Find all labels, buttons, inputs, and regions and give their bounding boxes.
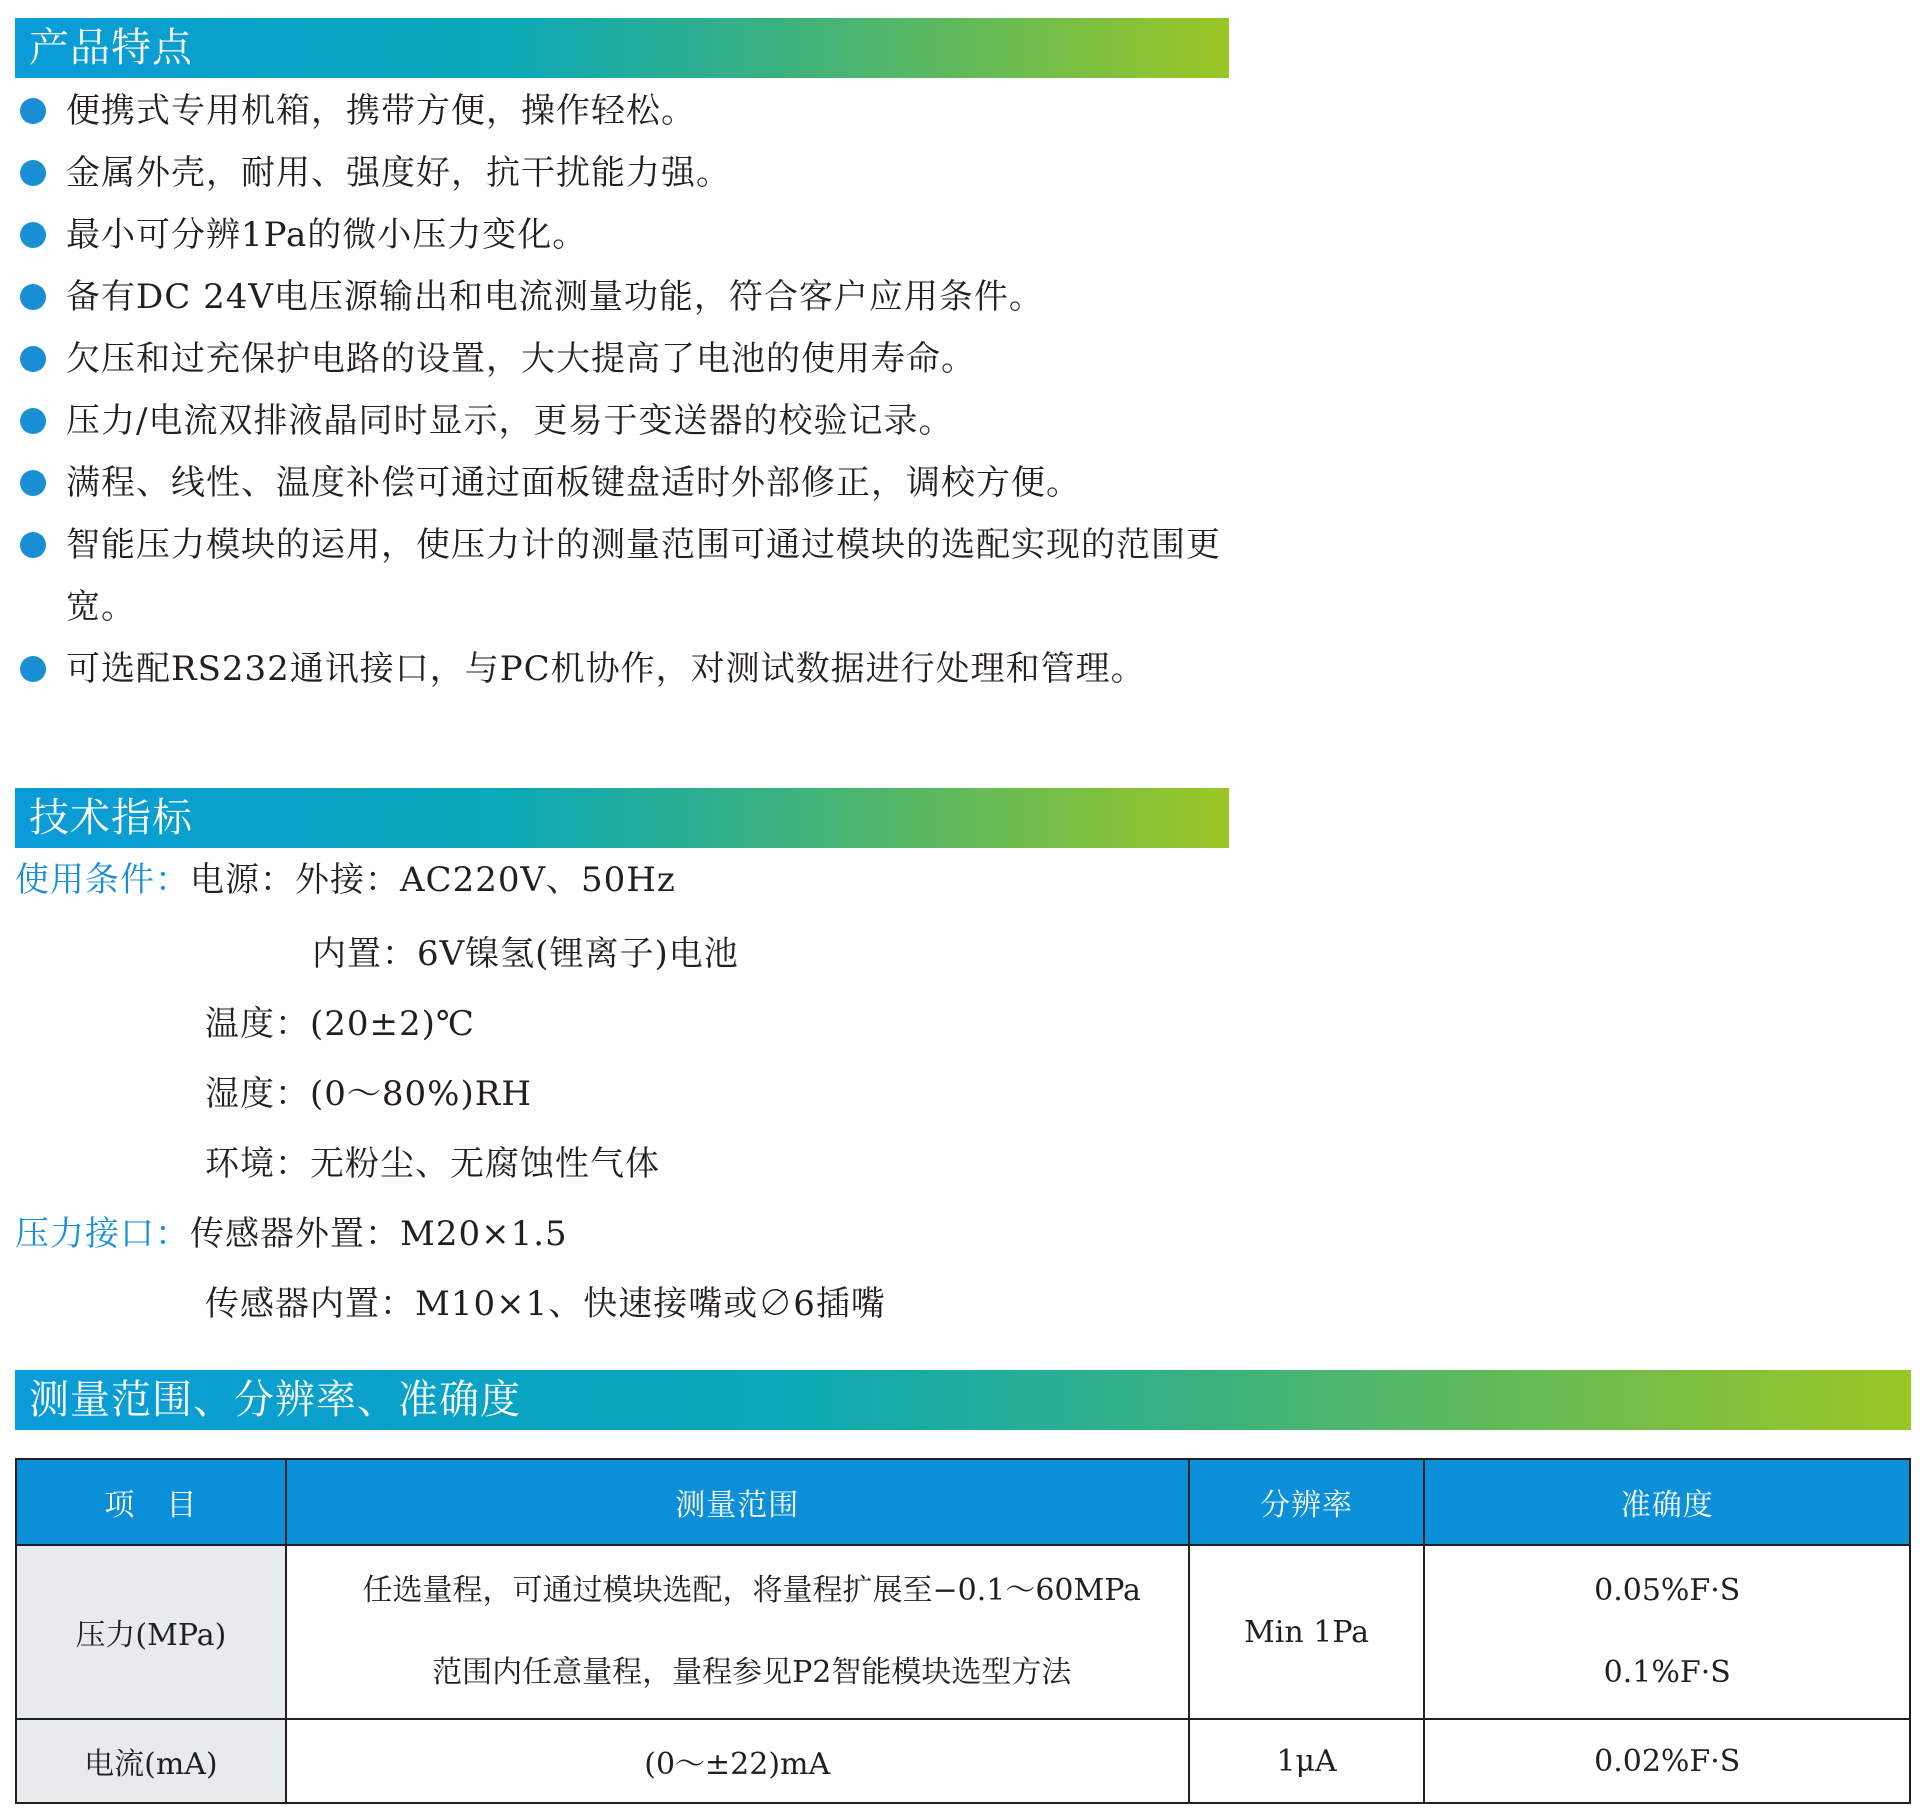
spec-label-interface: 压力接口： <box>15 1214 190 1254</box>
cell-resolution: Min 1Pa <box>1189 1545 1425 1719</box>
cell-item: 压力(MPa) <box>16 1545 286 1719</box>
header-resolution: 分辨率 <box>1189 1459 1425 1545</box>
spec-power-external: 电源：外接：AC220V、50Hz <box>190 860 676 900</box>
bullet-icon <box>20 408 46 434</box>
bullet-icon <box>20 98 46 124</box>
spec-power-internal: 内置：6V镍氢(锂离子)电池 <box>312 934 739 974</box>
cell-range: (0～±22)mA <box>286 1719 1189 1803</box>
list-item <box>18 142 1238 204</box>
feature-text: 备有DC 24V电压源输出和电流测量功能，符合客户应用条件。 <box>66 277 1044 317</box>
section-title-range: 测量范围、分辨率、准确度 <box>15 1370 1911 1430</box>
header-item: 项 目 <box>16 1459 286 1545</box>
accuracy-line: 0.05%F·S <box>1594 1573 1741 1608</box>
spec-label-usage: 使用条件： <box>15 860 190 900</box>
table-header-row <box>16 1459 1910 1545</box>
section-title-specs: 技术指标 <box>15 788 1229 848</box>
cell-accuracy <box>1424 1545 1910 1719</box>
spec-environment: 环境：无粉尘、无腐蚀性气体 <box>205 1144 660 1184</box>
spec-sensor-external: 传感器外置：M20×1.5 <box>190 1214 568 1254</box>
range-line: 范围内任意量程，量程参见P2智能模块选型方法 <box>432 1655 1072 1690</box>
feature-text: 金属外壳，耐用、强度好，抗干扰能力强。 <box>66 153 731 193</box>
bullet-icon <box>20 222 46 248</box>
spec-sensor-internal: 传感器内置：M10×1、快速接嘴或∅6插嘴 <box>205 1284 886 1324</box>
feature-text: 便携式专用机箱，携带方便，操作轻松。 <box>66 91 696 131</box>
bullet-icon <box>20 160 46 186</box>
list-item <box>18 514 1238 638</box>
header-range: 测量范围 <box>286 1459 1189 1545</box>
bullet-icon <box>20 284 46 310</box>
list-item <box>18 80 1238 142</box>
spec-sensor-external-row <box>15 1206 568 1255</box>
range-line: 任选量程，可通过模块选配，将量程扩展至−0.1～60MPa <box>362 1573 1141 1608</box>
bullet-icon <box>20 470 46 496</box>
list-item <box>18 390 1238 452</box>
table-row <box>16 1545 1910 1719</box>
cell-item: 电流(mA) <box>16 1719 286 1803</box>
spec-humidity: 湿度：(0～80%)RH <box>205 1074 532 1114</box>
bullet-icon <box>20 346 46 372</box>
bullet-icon <box>20 532 46 558</box>
bullet-icon <box>20 656 46 682</box>
header-accuracy: 准确度 <box>1424 1459 1910 1545</box>
cell-resolution: 1μA <box>1189 1719 1425 1803</box>
list-item <box>18 266 1238 328</box>
feature-text: 欠压和过充保护电路的设置，大大提高了电池的使用寿命。 <box>66 339 976 379</box>
feature-list <box>18 80 1238 700</box>
list-item <box>18 204 1238 266</box>
feature-text: 满程、线性、温度补偿可通过面板键盘适时外部修正，调校方便。 <box>66 463 1081 503</box>
spec-temperature: 温度：(20±2)℃ <box>205 1004 475 1044</box>
section-title-features: 产品特点 <box>15 18 1229 78</box>
feature-text: 压力/电流双排液晶同时显示，更易于变送器的校验记录。 <box>66 401 954 441</box>
feature-text: 智能压力模块的运用，使压力计的测量范围可通过模块的选配实现的范围更宽。 <box>66 525 1221 627</box>
list-item <box>18 452 1238 514</box>
cell-range <box>286 1545 1189 1719</box>
table-row <box>16 1719 1910 1803</box>
cell-accuracy: 0.02%F·S <box>1424 1719 1910 1803</box>
list-item <box>18 638 1238 700</box>
spec-power-external-row <box>15 852 676 901</box>
list-item <box>18 328 1238 390</box>
range-table <box>15 1458 1911 1804</box>
accuracy-line: 0.1%F·S <box>1603 1655 1731 1690</box>
feature-text: 可选配RS232通讯接口，与PC机协作，对测试数据进行处理和管理。 <box>66 649 1146 689</box>
feature-text: 最小可分辨1Pa的微小压力变化。 <box>66 215 588 255</box>
